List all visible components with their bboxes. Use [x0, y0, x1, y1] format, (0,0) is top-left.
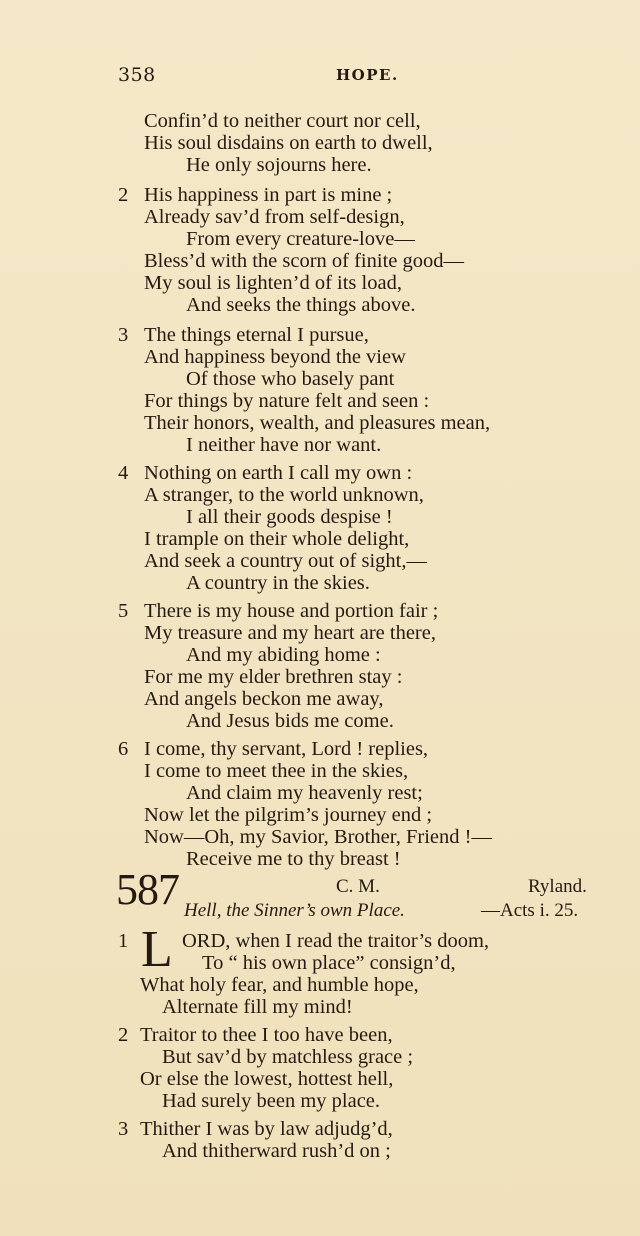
verse-number: 3 [118, 324, 129, 346]
verse-line: Confin’d to neither court nor cell, [144, 110, 421, 132]
verse-line: There is my house and portion fair ; [144, 600, 439, 622]
verse-number: 6 [118, 738, 129, 760]
verse-line: His soul disdains on earth to dwell, [144, 132, 433, 154]
verse-line: I come to meet thee in the skies, [144, 760, 409, 782]
verse-line: And my abiding home : [186, 644, 381, 666]
verse-line: Had surely been my place. [162, 1090, 381, 1112]
verse-number: 1 [118, 930, 129, 952]
verse-line: A stranger, to the world unknown, [144, 484, 424, 506]
verse-number: 5 [118, 600, 129, 622]
verse-line: And Jesus bids me come. [186, 710, 394, 732]
verse-line: Or else the lowest, hottest hell, [140, 1068, 394, 1090]
hymn-author: Ryland. [528, 876, 587, 897]
verse-line: What holy fear, and humble hope, [140, 974, 419, 996]
verse-line: Receive me to thy breast ! [186, 848, 401, 870]
verse-line: And claim my heavenly rest; [186, 782, 423, 804]
verse-line: I neither have nor want. [186, 434, 382, 456]
verse-line: For things by nature felt and seen : [144, 390, 430, 412]
verse-line: A country in the skies. [186, 572, 370, 594]
verse-line: And angels beckon me away, [144, 688, 384, 710]
hymn-meter: C. M. [336, 876, 380, 897]
verse-line: For me my elder brethren stay : [144, 666, 403, 688]
verse-number: 2 [118, 184, 129, 206]
page-header [118, 64, 608, 88]
scripture-reference: —Acts i. 25. [481, 900, 579, 921]
verse-line: Thither I was by law adjudg’d, [140, 1118, 393, 1140]
verse-line: I trample on their whole delight, [144, 528, 410, 550]
verse-line: Bless’d with the scorn of finite good— [144, 250, 464, 272]
verse-line: Now—Oh, my Savior, Brother, Friend !— [144, 826, 492, 848]
verse-line: To “ his own place” consign’d, [202, 952, 456, 974]
page-number: 358 [118, 64, 156, 86]
verse-line: I all their goods despise ! [186, 506, 393, 528]
verse-line: He only sojourns here. [186, 154, 372, 176]
verse-line: My treasure and my heart are there, [144, 622, 436, 644]
verse-line: The things eternal I pursue, [144, 324, 369, 346]
verse-line: But sav’d by matchless grace ; [162, 1046, 414, 1068]
verse-line: And thitherward rush’d on ; [162, 1140, 391, 1162]
verse-number: 4 [118, 462, 129, 484]
verse-line: Traitor to thee I too have been, [140, 1024, 393, 1046]
verse-line: Nothing on earth I call my own : [144, 462, 413, 484]
verse-number: 2 [118, 1024, 129, 1046]
verse-line: Alternate fill my mind! [162, 996, 353, 1018]
verse-line: And seeks the things above. [186, 294, 416, 316]
verse-line: My soul is lighten’d of its load, [144, 272, 402, 294]
verse-line: And seek a country out of sight,— [144, 550, 427, 572]
verse-line: His happiness in part is mine ; [144, 184, 393, 206]
verse-line: ORD, when I read the traitor’s doom, [182, 930, 490, 952]
running-title: HOPE. [336, 66, 399, 84]
verse-line: Of those who basely pant [186, 368, 395, 390]
verse-line: Their honors, wealth, and pleasures mean, [144, 412, 491, 434]
verse-line: And happiness beyond the view [144, 346, 406, 368]
verse-line: I come, thy servant, Lord ! replies, [144, 738, 429, 760]
hymn-number: 587 [116, 865, 179, 914]
verse-line: From every creature-love— [186, 228, 415, 250]
verse-line: Now let the pilgrim’s journey end ; [144, 804, 433, 826]
hymn-title: Hell, the Sinner’s own Place. [184, 900, 405, 921]
verse-line: Already sav’d from self-design, [144, 206, 405, 228]
verse-number: 3 [118, 1118, 129, 1140]
drop-cap: L [141, 921, 173, 978]
